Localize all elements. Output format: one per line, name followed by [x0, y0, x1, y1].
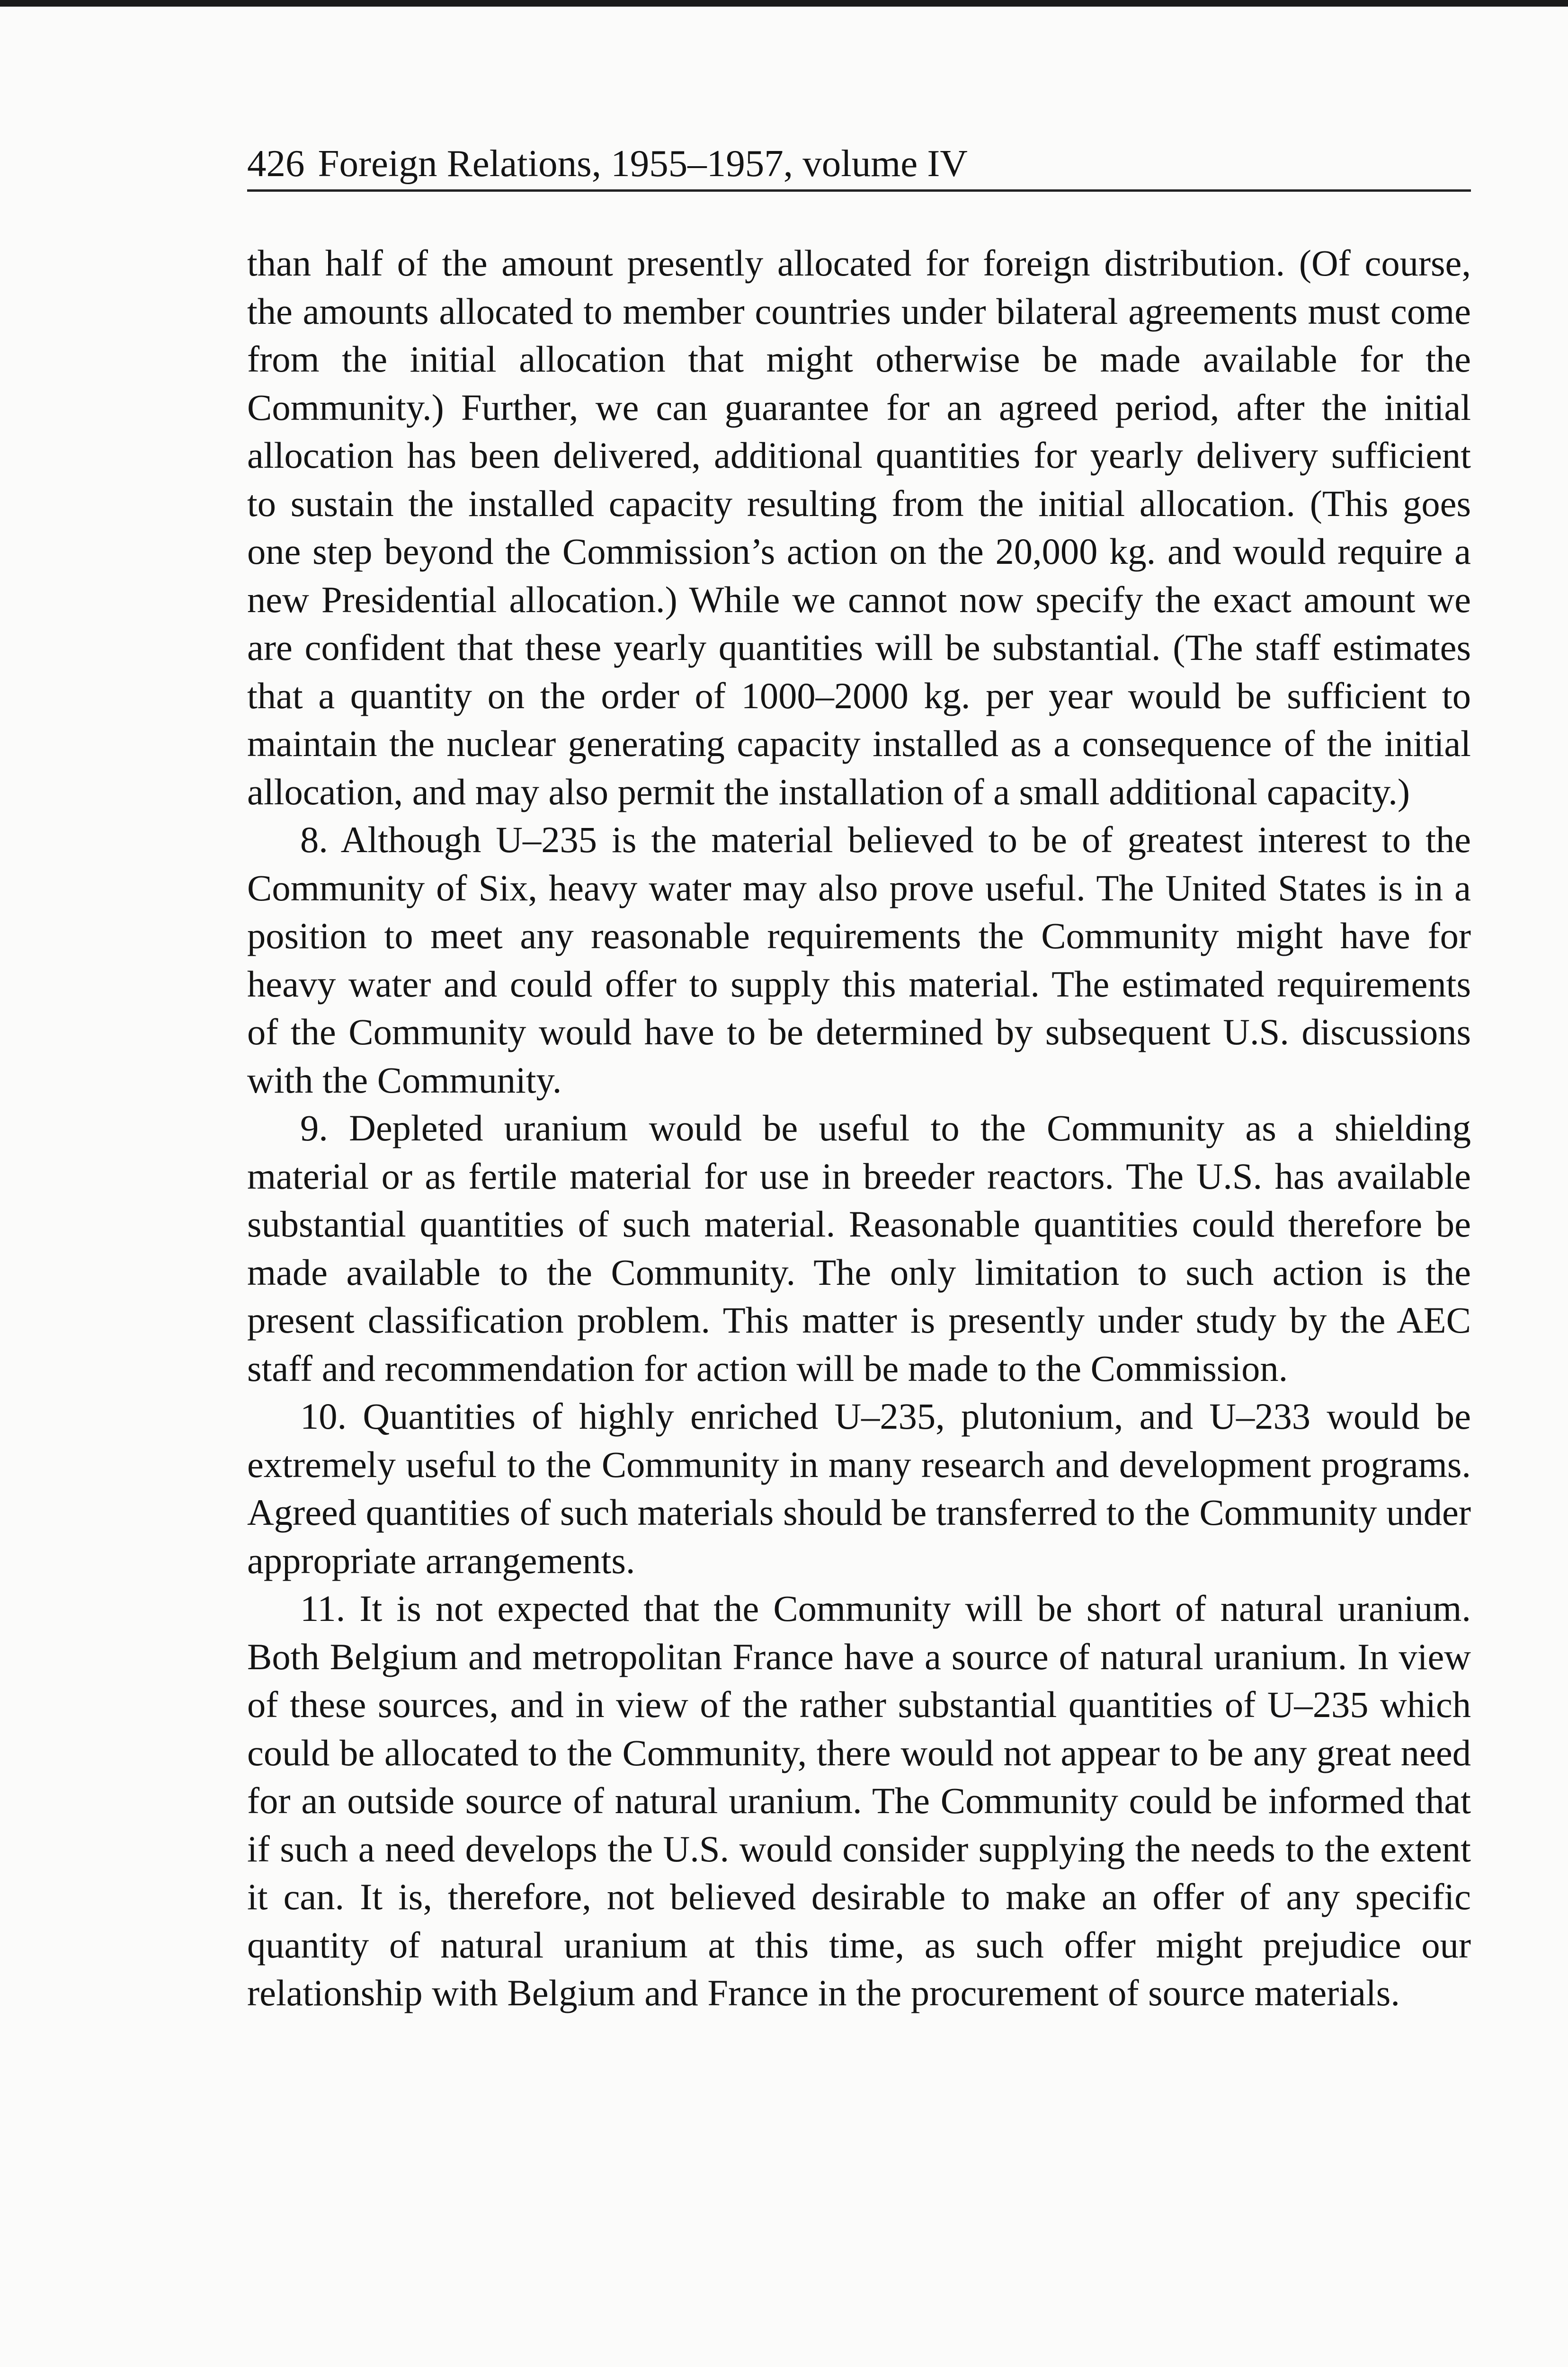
paragraph-11: 11. It is not expected that the Community will be short of natural uranium. Both Belgium and metropolitan France have a source of natural uranium. In view of these sources, and in view of the rather substantial quantities of U–235 which could be allocated to the Community, there would not appear to be any great need for an outside source of natural uranium. The Community could be informed that if such a need develops the U.S. would consider supplying the needs to the extent it can. It is, therefore, not believed desirable to make an offer of any specific quantity of natural uranium at this time, as such offer might prejudice our relationship with Belgium and France in the procurement of source materials. — [247, 1588, 1471, 2013]
document-page — [247, 137, 1471, 2017]
paragraph-8: 8. Although U–235 is the material believed to be of greatest interest to the Community of Six, heavy water may also prove useful. The United States is in a position to meet any reasonable requirements the Community might have for heavy water and could offer to supply this material. The estimated requirements of the Community would have to be determined by subsequent U.S. discussions with the Community. — [247, 819, 1471, 1101]
volume-title: Foreign Relations, 1955–1957, volume IV — [318, 142, 968, 185]
paragraph-continued: than half of the amount presently allocated for foreign distribution. (Of course, the amounts allocated to member countries under bilateral agreements must come from the initial allocation that might otherwise be made available for the Community.) Further, we can guarantee for an agreed period, after the initial allocation has been delivered, additional quantities for yearly delivery sufficient to sustain the installed capacity resulting from the initial allocation. (This goes one step beyond the Commission’s action on the 20,000 kg. and would require a new Presidential allocation.) While we cannot now specify the exact amount we are confident that these yearly quantities will be substantial. (The staff estimates that a quantity on the order of 1000–2000 kg. per year would be sufficient to maintain the nuclear generating capacity installed as a consequence of the initial allocation, and may also permit the installation of a small additional capacity.) — [247, 242, 1471, 812]
paragraph-9: 9. Depleted uranium would be useful to the Community as a shielding material or as fertile material for use in breeder reactors. The U.S. has available substantial quantities of such material. Reasonable quantities could therefore be made available to the Community. The only limitation to such action is the present classification problem. This matter is presently under study by the AEC staff and recommendation for action will be made to the Commission. — [247, 1107, 1471, 1389]
paragraph-10: 10. Quantities of highly enriched U–235, plutonium, and U–233 would be extremely useful to the Community in many research and development programs. Agreed quantities of such materials should be transferred to the Community under appropriate arrangements. — [247, 1396, 1471, 1581]
page-top-edge — [0, 0, 1568, 7]
page-number: 426 — [247, 142, 305, 185]
body-text — [247, 239, 1471, 2017]
running-header — [247, 137, 1471, 192]
